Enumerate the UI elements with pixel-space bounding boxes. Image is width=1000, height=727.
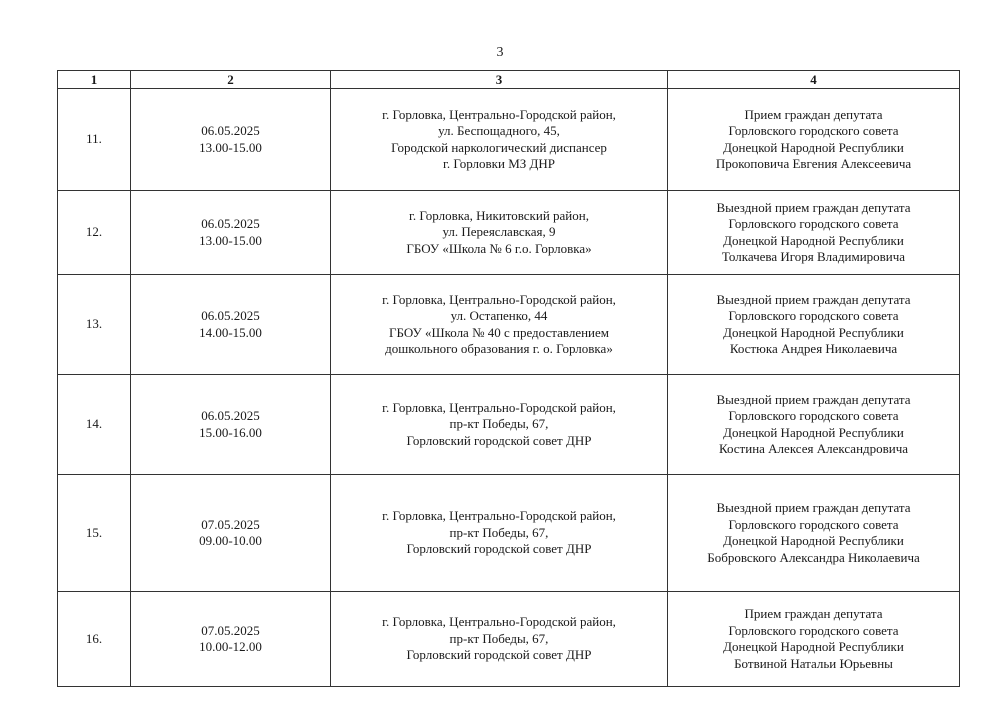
event-line: Горловского городского совета — [728, 408, 899, 423]
event-line: Прокоповича Евгения Алексеевича — [715, 156, 912, 171]
schedule-table — [57, 70, 960, 687]
event-line: Прием граждан депутата — [744, 606, 883, 621]
event-line: Донецкой Народной Республики — [723, 232, 904, 248]
row-place — [331, 89, 668, 191]
event-line: Толкачева Игоря Владимировича — [721, 249, 906, 264]
column-header-place: 3 — [331, 71, 668, 89]
row-place — [331, 592, 668, 687]
table-row — [58, 275, 960, 375]
row-number: 15. — [58, 475, 131, 592]
table-header-row — [58, 71, 960, 89]
place-line: ул. Переяславская, 9 — [442, 224, 556, 240]
table-row — [58, 89, 960, 191]
place-line: ГБОУ «Школа № 40 с предоставлением — [388, 324, 610, 340]
column-header-event: 4 — [668, 71, 960, 89]
place-line: Горловский городской совет ДНР — [406, 647, 592, 663]
row-date: 06.05.2025 — [201, 123, 260, 138]
place-line: Городской наркологический диспансер — [391, 139, 607, 155]
column-header-datetime: 2 — [131, 71, 331, 89]
place-line: ГБОУ «Школа № 6 г.о. Горловка» — [406, 240, 592, 256]
place-line: г. Горловка, Никитовский район, — [409, 207, 589, 223]
place-line: Горловский городской совет ДНР — [406, 541, 592, 557]
row-event — [668, 89, 960, 191]
page-number: 3 — [496, 45, 504, 60]
row-number: 14. — [58, 375, 131, 475]
event-line: Горловского городского совета — [728, 216, 899, 231]
row-time: 13.00-15.00 — [199, 232, 262, 248]
place-line: пр-кт Победы, 67, — [449, 416, 549, 432]
event-line: Донецкой Народной Республики — [723, 533, 904, 548]
place-line: г. Горловки МЗ ДНР — [442, 156, 556, 171]
row-datetime — [131, 191, 331, 275]
event-line: Донецкой Народной Республики — [723, 139, 904, 155]
row-date: 07.05.2025 — [201, 622, 260, 638]
event-line: Бобровского Александра Николаевича — [707, 549, 920, 565]
row-number: 16. — [58, 592, 131, 687]
event-line: Горловского городского совета — [728, 123, 899, 138]
row-place — [331, 275, 668, 375]
row-number: 11. — [58, 89, 131, 191]
row-time: 10.00-12.00 — [199, 639, 262, 654]
column-header-number: 1 — [58, 71, 131, 89]
row-datetime — [131, 475, 331, 592]
row-event — [668, 191, 960, 275]
row-datetime — [131, 275, 331, 375]
row-date: 06.05.2025 — [201, 408, 260, 423]
row-place — [331, 191, 668, 275]
row-event — [668, 275, 960, 375]
table-row — [58, 475, 960, 592]
row-date: 07.05.2025 — [201, 516, 260, 532]
place-line: г. Горловка, Центрально-Городской район, — [382, 399, 616, 415]
table-row — [58, 592, 960, 687]
event-line: Ботвиной Натальи Юрьевны — [734, 655, 893, 671]
event-line: Выездной прием граждан депутата — [716, 500, 911, 515]
row-datetime — [131, 592, 331, 687]
place-line: ул. Остапенко, 44 — [450, 308, 548, 323]
event-line: Выездной прием граждан депутата — [716, 199, 911, 215]
event-line: Выездной прием граждан депутата — [716, 391, 911, 407]
place-line: г. Горловка, Центрально-Городской район, — [382, 291, 616, 307]
table-row — [58, 191, 960, 275]
row-date: 06.05.2025 — [201, 308, 260, 323]
row-datetime — [131, 89, 331, 191]
row-date: 06.05.2025 — [201, 216, 260, 231]
place-line: г. Горловка, Центрально-Городской район, — [382, 106, 616, 122]
row-time: 14.00-15.00 — [199, 324, 262, 340]
row-time: 13.00-15.00 — [199, 139, 262, 155]
row-event — [668, 375, 960, 475]
event-line: Донецкой Народной Республики — [723, 639, 904, 654]
place-line: ул. Беспощадного, 45, — [438, 123, 560, 138]
table-row — [58, 375, 960, 475]
place-line: пр-кт Победы, 67, — [449, 524, 549, 540]
event-line: Горловского городского совета — [728, 622, 899, 638]
place-line: пр-кт Победы, 67, — [449, 630, 549, 646]
event-line: Выездной прием граждан депутата — [716, 291, 911, 307]
event-line: Костина Алексея Александровича — [718, 441, 909, 456]
row-time: 09.00-10.00 — [199, 533, 262, 548]
event-line: Горловского городского совета — [728, 308, 899, 323]
row-place — [331, 375, 668, 475]
row-event — [668, 592, 960, 687]
row-datetime — [131, 375, 331, 475]
event-line: Горловского городского совета — [728, 516, 899, 532]
event-line: Прием граждан депутата — [744, 106, 883, 122]
row-event — [668, 475, 960, 592]
row-place — [331, 475, 668, 592]
row-number: 13. — [58, 275, 131, 375]
place-line: Горловский городской совет ДНР — [406, 432, 592, 448]
place-line: г. Горловка, Центрально-Городской район, — [382, 508, 616, 524]
row-number: 12. — [58, 191, 131, 275]
place-line: дошкольного образования г. о. Горловка» — [385, 341, 613, 356]
event-line: Костюка Андрея Николаевича — [729, 341, 898, 356]
event-line: Донецкой Народной Республики — [723, 424, 904, 440]
event-line: Донецкой Народной Республики — [723, 324, 904, 340]
row-time: 15.00-16.00 — [199, 424, 262, 440]
place-line: г. Горловка, Центрально-Городской район, — [382, 614, 616, 630]
